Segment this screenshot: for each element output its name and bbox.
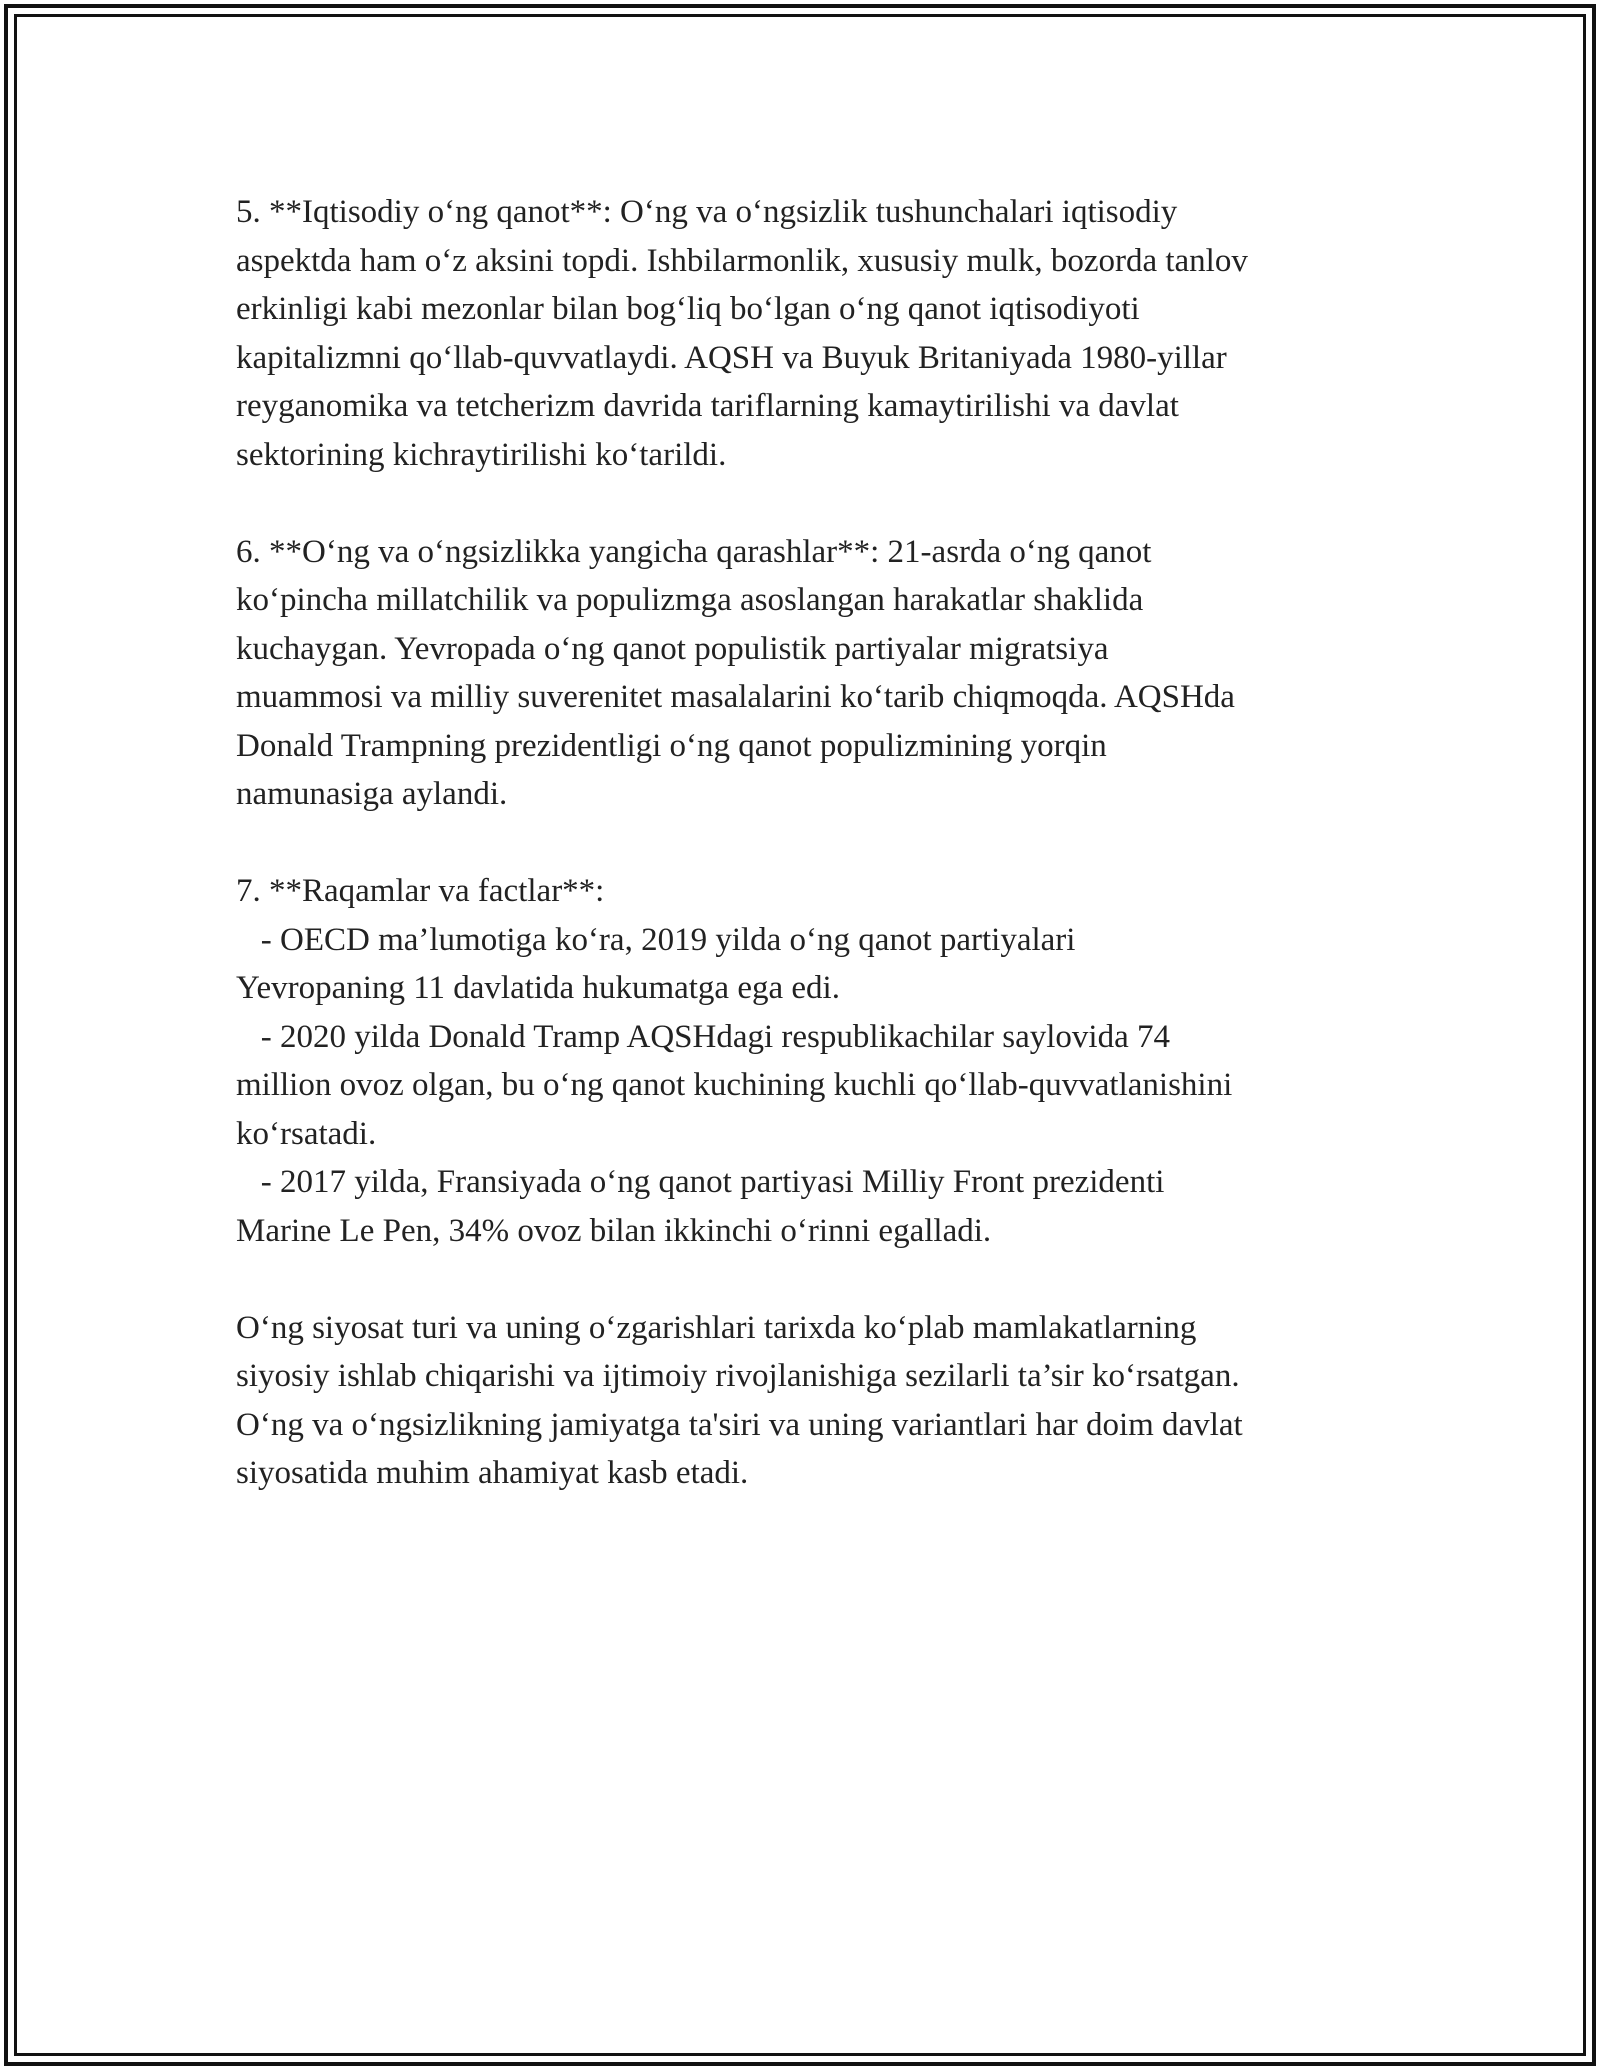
text-line: - 2017 yilda, Fransiyada o‘ng qanot partiyasi Milliy Front prezidenti [236, 1164, 1165, 1200]
paragraph-raqamlar-va-factlar [236, 867, 1376, 1255]
text-line: kapitalizmni qo‘llab-quvvatlaydi. AQSH va Buyuk Britaniyada 1980-yillar [236, 339, 1227, 376]
text-line: million ovoz olgan, bu o‘ng qanot kuchining kuchli qo‘llab-quvvatlanishini [236, 1067, 1233, 1103]
text-line: reyganomika va tetcherizm davrida tariflarning kamaytirilishi va davlat [236, 388, 1179, 424]
text-line: Donald Trampning prezidentligi o‘ng qanot populizmining yorqin [236, 727, 1107, 764]
paragraph-conclusion [236, 1304, 1376, 1498]
paragraph-iqtisodiy-ong-qanot [236, 188, 1376, 479]
text-line: Yevropaning 11 davlatida hukumatga ega edi. [236, 970, 840, 1006]
text-line: - 2020 yilda Donald Tramp AQSHdagi respublikachilar saylovida 74 [236, 1018, 1170, 1055]
document-body [236, 188, 1376, 1546]
text-line: Marine Le Pen, 34% ovoz bilan ikkinchi o‘rinni egalladi. [236, 1212, 992, 1249]
text-line: kuchaygan. Yevropada o‘ng qanot populistik partiyalar migratsiya [236, 630, 1109, 667]
paragraph-yangicha-qarashlar [236, 528, 1376, 819]
text-line: O‘ng va o‘ngsizlikning jamiyatga ta'siri va uning variantlari har doim davlat [236, 1406, 1243, 1443]
text-line: siyosiy ishlab chiqarishi va ijtimoiy rivojlanishiga sezilarli ta’sir ko‘rsatgan. [236, 1358, 1240, 1394]
text-line: 6. **O‘ng va o‘ngsizlikka yangicha qarashlar**: 21-asrda o‘ng qanot [236, 533, 1152, 570]
text-line: ko‘pincha millatchilik va populizmga asoslangan harakatlar shaklida [236, 582, 1144, 618]
text-line: O‘ng siyosat turi va uning o‘zgarishlari tarixda ko‘plab mamlakatlarning [236, 1309, 1197, 1346]
text-line: sektorining kichraytirilishi ko‘tarildi. [236, 436, 727, 473]
text-line: siyosatida muhim ahamiyat kasb etadi. [236, 1455, 749, 1491]
text-line: aspektda ham o‘z aksini topdi. Ishbilarmonlik, xususiy mulk, bozorda tanlov [236, 242, 1248, 279]
text-line: ko‘rsatadi. [236, 1115, 377, 1152]
text-line: 7. **Raqamlar va factlar**: [236, 873, 605, 909]
text-line: muammosi va milliy suverenitet masalalarini ko‘tarib chiqmoqda. AQSHda [236, 679, 1235, 715]
text-line: 5. **Iqtisodiy o‘ng qanot**: O‘ng va o‘ngsizlik tushunchalari iqtisodiy [236, 194, 1178, 230]
text-line: - OECD ma’lumotiga ko‘ra, 2019 yilda o‘ng qanot partiyalari [236, 921, 1076, 958]
text-line: namunasiga aylandi. [236, 776, 508, 812]
text-line: erkinligi kabi mezonlar bilan bog‘liq bo‘lgan o‘ng qanot iqtisodiyoti [236, 291, 1140, 327]
